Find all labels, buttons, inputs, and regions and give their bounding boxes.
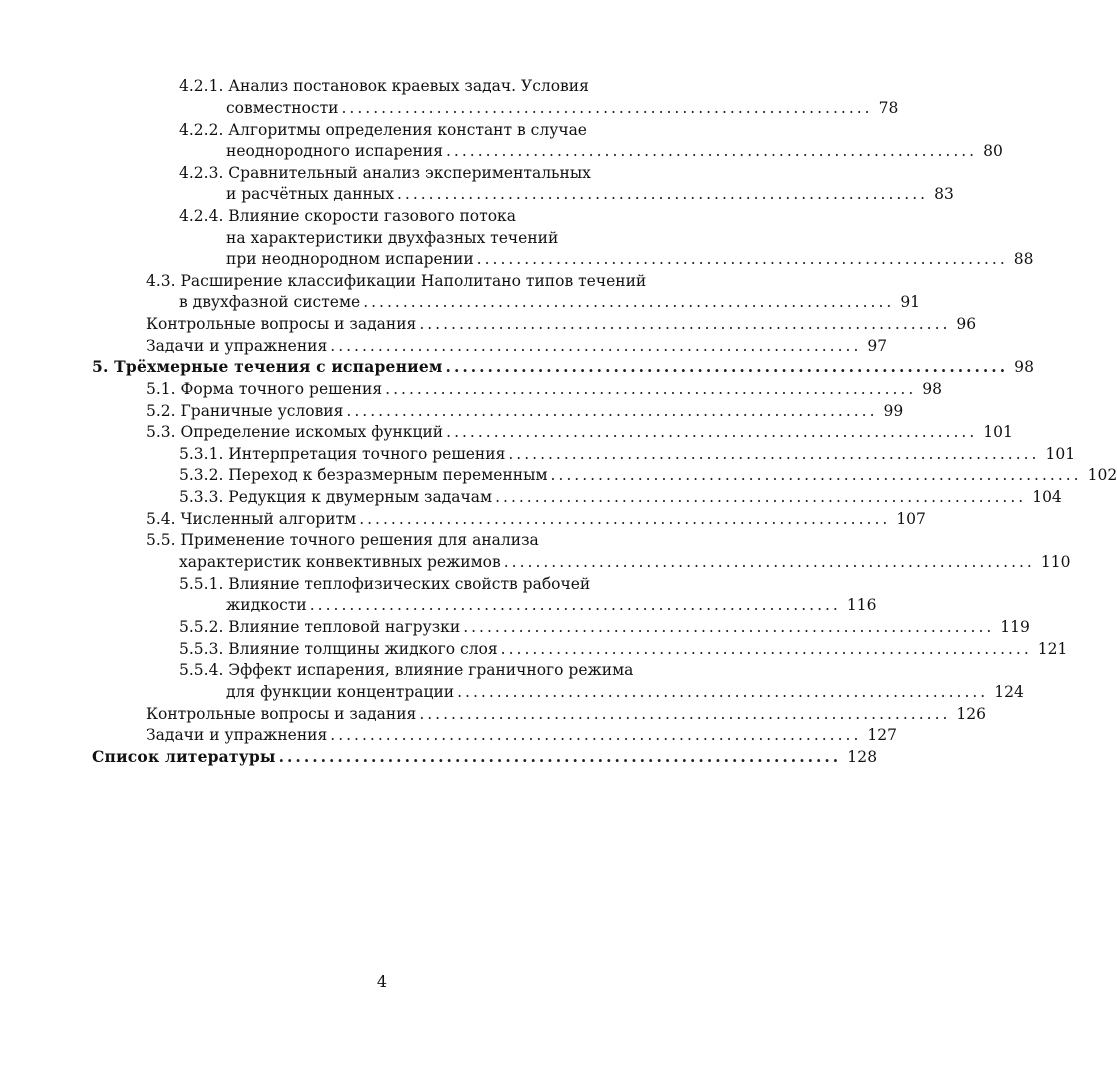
dot-leader: ................................................................... xyxy=(341,99,873,117)
toc-entry-text: Задачи и упражнения xyxy=(146,337,328,355)
toc-entry-text: характеристик конвективных режимов xyxy=(179,553,501,571)
toc-entry-text: 4.2.4. Влияние скорости газового потока xyxy=(179,207,516,225)
toc-line xyxy=(179,162,591,184)
toc-page-number: 96 xyxy=(956,315,977,333)
toc-entry-text: Контрольные вопросы и задания xyxy=(146,315,417,333)
toc-line xyxy=(146,421,1013,443)
toc-entry-text: 5.3.2. Переход к безразмерным переменным xyxy=(179,466,548,484)
toc-line xyxy=(146,703,987,725)
toc-page-number: 78 xyxy=(878,99,899,117)
dot-leader: ................................................................... xyxy=(330,726,862,744)
toc-line xyxy=(179,119,587,141)
dot-leader: ................................................................... xyxy=(419,315,951,333)
toc-entry-text: жидкости xyxy=(226,596,307,614)
toc-entry-text: Список литературы xyxy=(92,747,276,766)
dot-leader: ................................................................... xyxy=(446,142,978,160)
toc-entry-text: 4.3. Расширение классификации Наполитано типов течений xyxy=(146,272,647,290)
toc-entry-text: 5.3. Определение искомых функций xyxy=(146,423,444,441)
toc-line xyxy=(179,638,1068,660)
toc-page-number: 127 xyxy=(867,726,897,744)
toc-page-number: 83 xyxy=(934,185,954,203)
toc-page-number: 101 xyxy=(983,423,1013,441)
toc-line xyxy=(179,291,921,313)
dot-leader: ................................................................... xyxy=(396,185,929,203)
toc-line xyxy=(179,616,1030,638)
dot-leader: ................................................................... xyxy=(278,747,842,766)
dot-leader: ................................................................... xyxy=(550,466,1082,484)
dot-leader: ................................................................... xyxy=(476,250,1008,268)
toc-entry-text: 5.5.1. Влияние теплофизических свойств рабочей xyxy=(179,575,591,593)
toc-entry-text: в двухфазной системе xyxy=(179,293,361,311)
toc-line xyxy=(226,594,877,616)
toc-page-number: 121 xyxy=(1037,640,1068,658)
toc-line xyxy=(146,508,926,530)
toc-line xyxy=(179,551,1071,573)
toc-page-number: 98 xyxy=(1014,358,1035,376)
toc-line xyxy=(226,140,1003,162)
dot-leader: ................................................................... xyxy=(446,423,978,441)
toc-line xyxy=(146,400,904,422)
toc-line-chapter xyxy=(92,356,1035,378)
toc-entry-text: 5.5.3. Влияние толщины жидкого слоя xyxy=(179,640,498,658)
toc-line xyxy=(179,486,1062,508)
dot-leader: ................................................................... xyxy=(500,640,1032,658)
toc-entry-text: и расчётных данных xyxy=(226,185,394,203)
toc-entry-text: 4.2.2. Алгоритмы определения констант в случае xyxy=(179,121,587,139)
toc-line xyxy=(146,529,539,551)
page-number: 4 xyxy=(376,972,388,991)
toc-line xyxy=(146,270,646,292)
dot-leader: ................................................................... xyxy=(503,553,1035,571)
toc-entry-text: 5.3.1. Интерпретация точного решения xyxy=(179,445,506,463)
toc-line-chapter xyxy=(92,746,878,768)
toc-page-number: 119 xyxy=(1000,618,1030,636)
toc-page-number: 104 xyxy=(1032,488,1062,506)
toc-entry-text: 5.2. Граничные условия xyxy=(146,402,344,420)
toc-line xyxy=(226,227,558,249)
toc-line xyxy=(179,443,1076,465)
toc-entry-text: совместности xyxy=(226,99,339,117)
toc-page-number: 107 xyxy=(896,510,926,528)
toc-line xyxy=(146,313,977,335)
dot-leader: ................................................................... xyxy=(385,380,917,398)
toc-page-number: 88 xyxy=(1013,250,1034,268)
toc-page-number: 110 xyxy=(1040,553,1071,571)
toc-line xyxy=(179,75,589,97)
toc-line xyxy=(146,335,888,357)
toc-line xyxy=(179,205,516,227)
dot-leader: ................................................................... xyxy=(457,683,989,701)
toc-entry-text: 5.4. Численный алгоритм xyxy=(146,510,357,528)
toc-entry-text: Контрольные вопросы и задания xyxy=(146,705,417,723)
dot-leader: ................................................................... xyxy=(463,618,995,636)
toc-page-number: 116 xyxy=(846,596,877,614)
toc-page-number: 101 xyxy=(1045,445,1076,463)
toc-entry-text: 5.5.2. Влияние тепловой нагрузки xyxy=(179,618,461,636)
toc-line xyxy=(146,378,943,400)
toc-entry-text: при неоднородном испарении xyxy=(226,250,474,268)
toc-entry-text: Задачи и упражнения xyxy=(146,726,328,744)
dot-leader: ................................................................... xyxy=(495,488,1027,506)
dot-leader: ................................................................... xyxy=(363,293,895,311)
dot-leader: ................................................................... xyxy=(508,445,1040,463)
dot-leader: ................................................................... xyxy=(309,596,841,614)
toc-entry-text: 4.2.1. Анализ постановок краевых задач. Условия xyxy=(179,77,589,95)
toc-entry-text: 4.2.3. Сравнительный анализ экспериментальных xyxy=(179,164,591,182)
dot-leader: ................................................................... xyxy=(419,705,951,723)
toc-entry-text: 5.3.3. Редукция к двумерным задачам xyxy=(179,488,493,506)
toc-entry-text: на характеристики двухфазных течений xyxy=(226,229,559,247)
toc-page-number: 80 xyxy=(983,142,1003,160)
toc-line xyxy=(179,464,1117,486)
dot-leader: ................................................................... xyxy=(445,357,1009,376)
toc-page-number: 97 xyxy=(867,337,888,355)
toc-entry-text: 5. Трёхмерные течения с испарением xyxy=(92,357,443,376)
toc-entry-text: 5.1. Форма точного решения xyxy=(146,380,383,398)
toc-page-number: 128 xyxy=(847,748,878,766)
toc-entry-text: неоднородного испарения xyxy=(226,142,443,160)
toc-line xyxy=(226,248,1034,270)
toc-line xyxy=(146,724,897,746)
toc-page-number: 98 xyxy=(922,380,943,398)
toc-line xyxy=(179,573,590,595)
toc-line xyxy=(179,659,633,681)
toc-page-number: 99 xyxy=(883,402,904,420)
dot-leader: ................................................................... xyxy=(359,510,891,528)
dot-leader: ................................................................... xyxy=(330,337,862,355)
toc-line xyxy=(226,97,899,119)
toc-entry-text: 5.5.4. Эффект испарения, влияние граничного режима xyxy=(179,661,634,679)
toc-line xyxy=(226,681,1024,703)
toc-page-number: 102 xyxy=(1087,466,1117,484)
toc-page-number: 126 xyxy=(956,705,987,723)
toc-page-number: 91 xyxy=(900,293,921,311)
dot-leader: ................................................................... xyxy=(346,402,878,420)
toc-line xyxy=(226,183,954,205)
toc-entry-text: 5.5. Применение точного решения для анализа xyxy=(146,531,539,549)
toc-entry-text: для функции концентрации xyxy=(226,683,455,701)
toc-page-number: 124 xyxy=(994,683,1024,701)
